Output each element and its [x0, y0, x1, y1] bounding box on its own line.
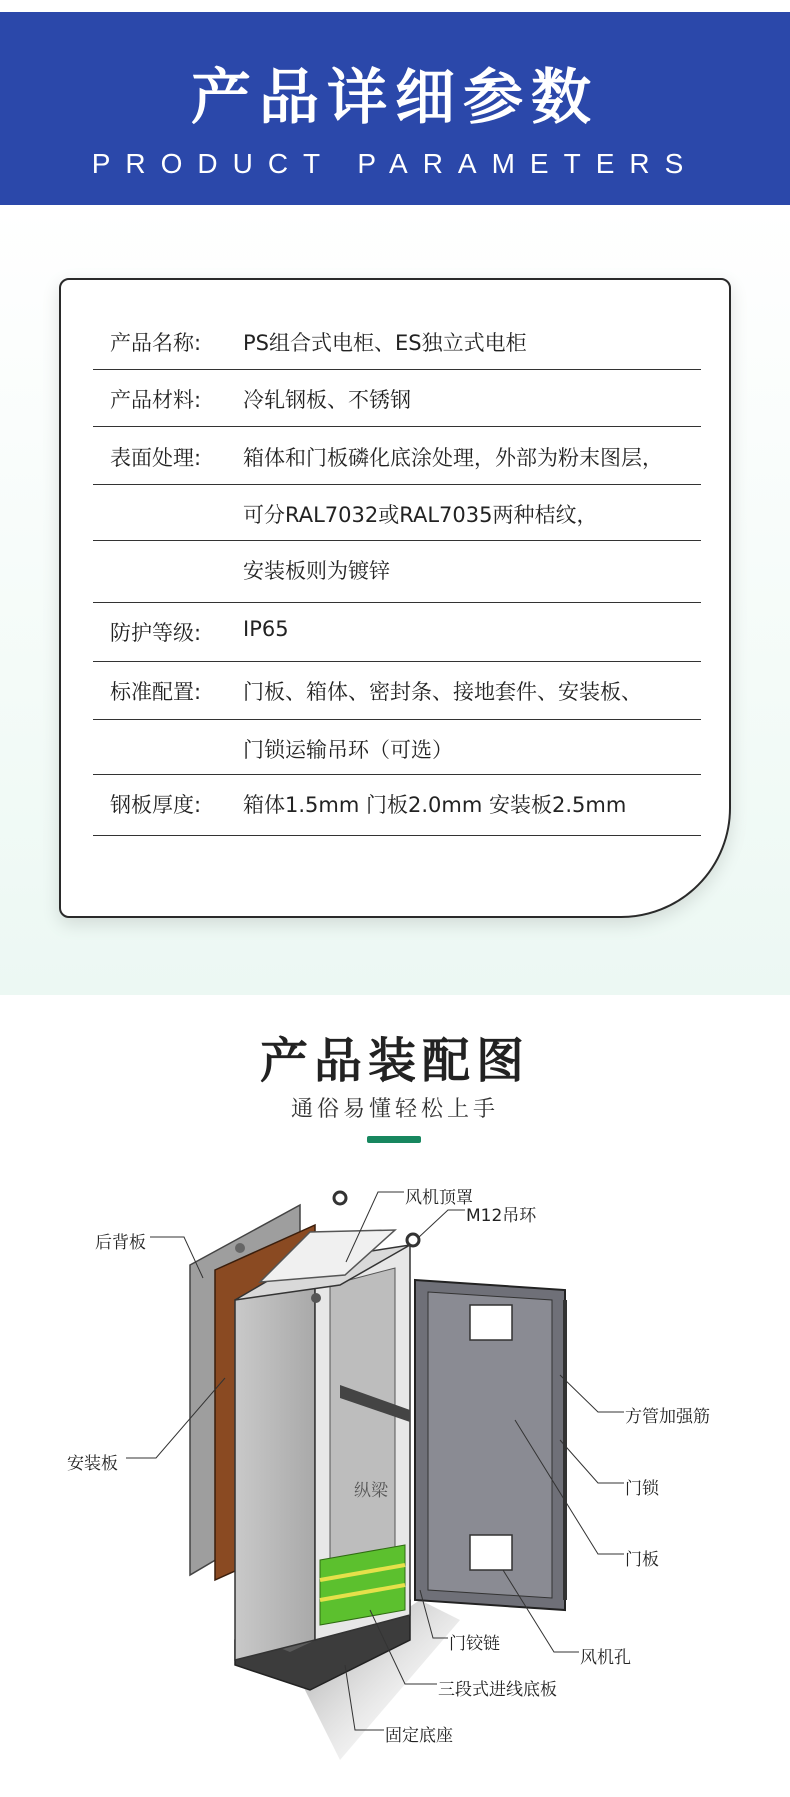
label-fan-hole: 风机孔 [580, 1648, 631, 1668]
param-row [93, 428, 701, 485]
back-panel-hole [235, 1243, 245, 1253]
label-fan-top: 风机顶罩 [405, 1188, 473, 1208]
param-value: PS组合式电柜、ES独立式电柜 [243, 331, 527, 355]
label-door-lock: 门锁 [625, 1479, 659, 1499]
param-row [93, 485, 701, 541]
param-value: 冷轧钢板、不锈钢 [243, 388, 411, 412]
assembly-title: 产品装配图 [259, 1033, 530, 1089]
param-row [93, 313, 701, 370]
param-value: 安装板则为镀锌 [243, 559, 390, 583]
param-label: 产品名称: [110, 331, 202, 355]
header-banner [0, 12, 790, 205]
assembly-subtitle: 通俗易懂轻松上手 [290, 1097, 499, 1122]
label-back-panel: 后背板 [95, 1233, 146, 1253]
param-row [93, 603, 701, 662]
param-value: 可分RAL7032或RAL7035两种桔纹， [243, 503, 598, 527]
param-row [93, 662, 701, 720]
label-hinge: 门铰链 [449, 1634, 500, 1654]
param-value: 门锁运输吊环（可选） [243, 738, 453, 762]
cabinet-side [235, 1270, 315, 1660]
param-label: 防护等级: [110, 621, 202, 645]
fan-hole-bottom [470, 1535, 512, 1570]
param-value: 门板、箱体、密封条、接地套件、安装板、 [243, 680, 642, 704]
label-square-tube: 方管加强筋 [625, 1407, 710, 1427]
param-row [93, 775, 701, 836]
param-row [93, 541, 701, 603]
param-label: 表面处理: [110, 446, 202, 470]
label-bottom-plate: 三段式进线底板 [438, 1680, 557, 1700]
page-title: 产品详细参数 [191, 63, 599, 133]
label-beam: 纵梁 [354, 1481, 388, 1501]
roof-screw [311, 1293, 321, 1303]
param-label: 产品材料: [110, 388, 202, 412]
param-value: 箱体和门板磷化底涂处理，外部为粉末图层， [243, 446, 663, 470]
param-label: 钢板厚度: [110, 793, 202, 817]
m12-ring-icon [407, 1234, 419, 1246]
accent-bar [367, 1136, 421, 1143]
label-door-panel: 门板 [625, 1550, 659, 1570]
label-m12-ring: M12吊环 [466, 1206, 537, 1226]
cabinet-diagram [0, 1160, 790, 1780]
param-value: 箱体1.5mm 门板2.0mm 安装板2.5mm [243, 793, 627, 817]
label-mount-plate: 安装板 [67, 1454, 118, 1474]
param-label: 标准配置: [110, 680, 202, 704]
param-row [93, 370, 701, 427]
page-subtitle: PRODUCT PARAMETERS [91, 148, 699, 179]
param-value: IP65 [243, 617, 289, 641]
fan-hole-top [470, 1305, 512, 1340]
label-base: 固定底座 [385, 1726, 453, 1746]
param-row [93, 720, 701, 775]
m12-ring-icon [334, 1192, 346, 1204]
